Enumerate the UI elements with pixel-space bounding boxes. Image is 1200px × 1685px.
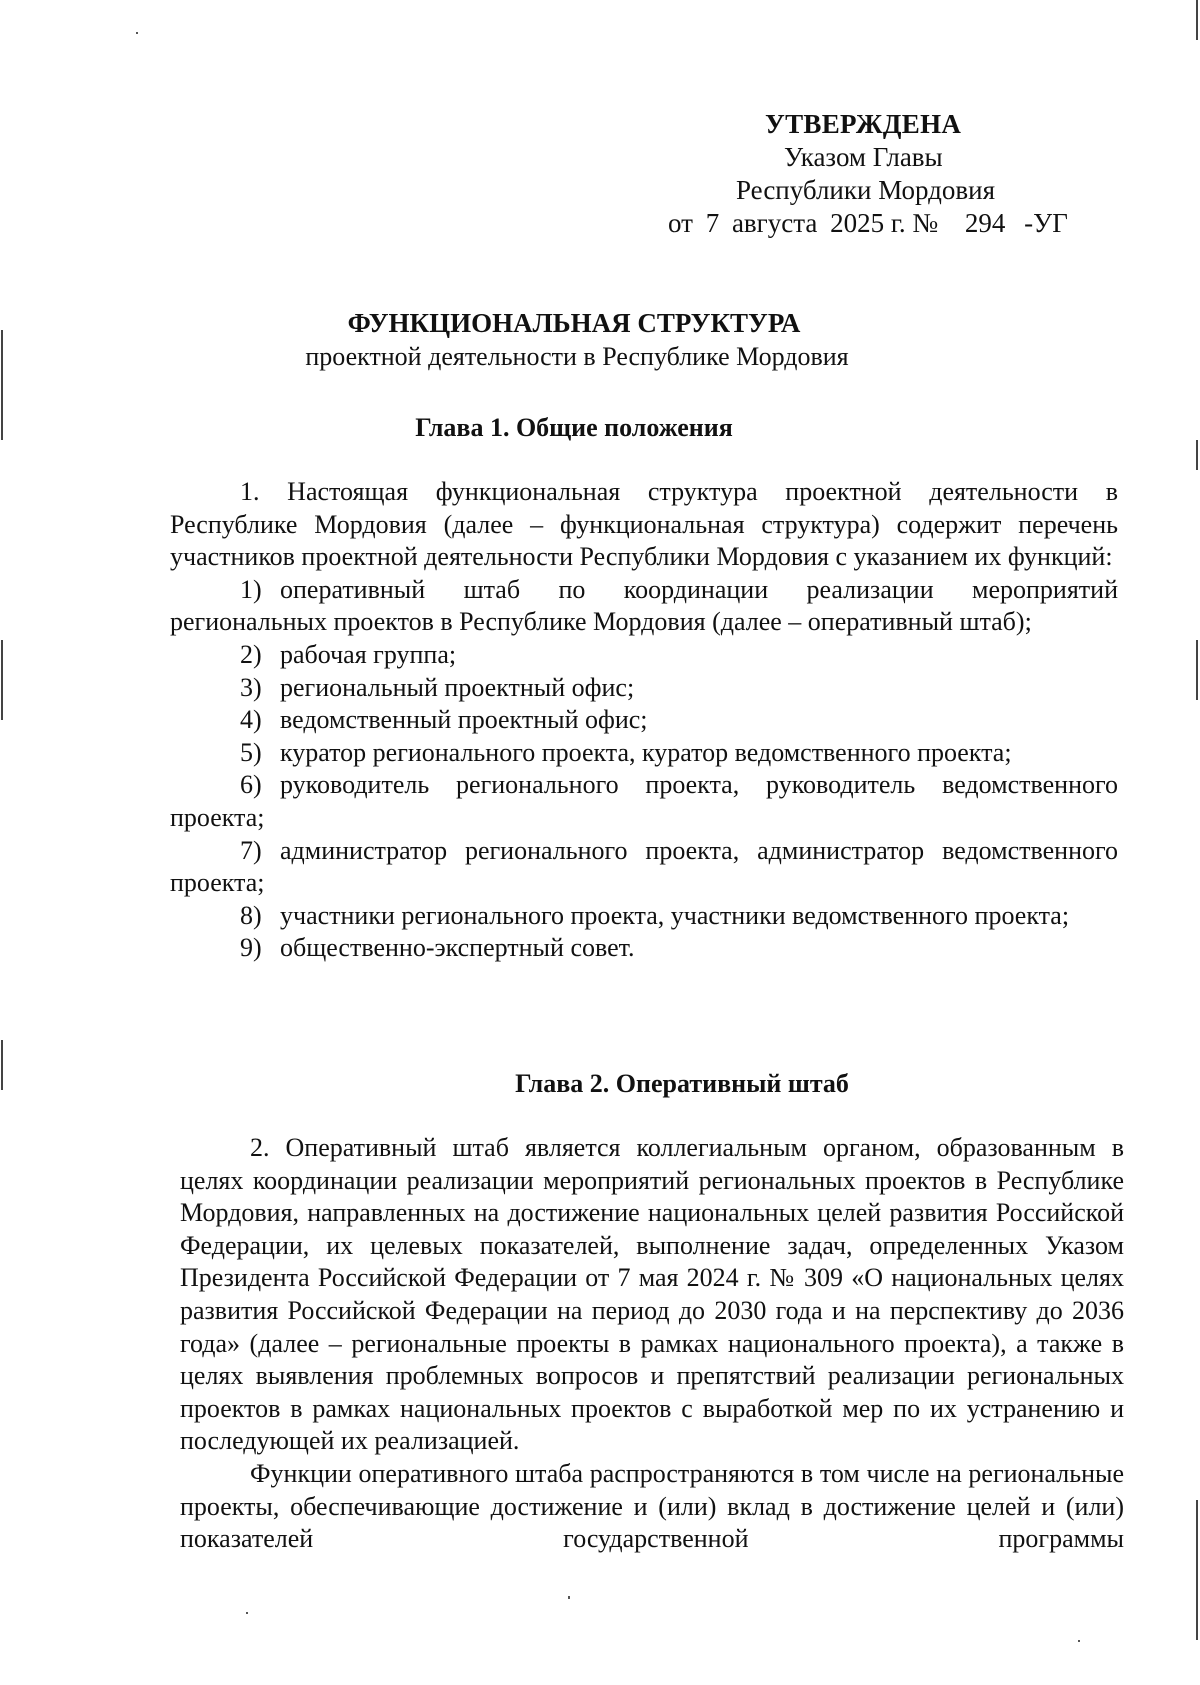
list-item: 8) участники регионального проекта, участники ведомственного проекта; bbox=[240, 900, 1070, 930]
participants-list bbox=[170, 574, 1118, 965]
decree-suffix: -УГ bbox=[1024, 208, 1068, 238]
approval-date-line bbox=[668, 207, 1068, 240]
date-prefix: от bbox=[668, 208, 693, 238]
chapter-1-heading: Глава 1. Общие положения bbox=[415, 413, 733, 442]
decree-year: 2025 г. № bbox=[830, 208, 939, 238]
list-item: 9) общественно-экспертный совет. bbox=[240, 933, 635, 963]
scan-edge-mark bbox=[1196, 0, 1198, 40]
list-item: 4) ведомственный проектный офис; bbox=[240, 705, 648, 735]
scan-edge-mark bbox=[1196, 640, 1198, 700]
list-item: 5) куратор регионального проекта, куратор ведомственного проекта; bbox=[240, 737, 1012, 767]
scan-speck bbox=[246, 1612, 248, 1614]
document-title-sub: проектной деятельности в Республике Мордовия bbox=[305, 342, 849, 371]
scan-speck bbox=[1078, 1640, 1080, 1642]
decree-month: августа bbox=[731, 208, 818, 238]
list-item: 1) оперативный штаб по координации реализации мероприятий региональных проектов в Республике Мордовия (далее – оперативный штаб); bbox=[170, 574, 1118, 637]
chapter-2-body bbox=[180, 1132, 1124, 1556]
document-title bbox=[0, 307, 1200, 373]
list-item: 2) рабочая группа; bbox=[240, 639, 457, 669]
list-item: 3) региональный проектный офис; bbox=[240, 672, 635, 702]
paragraph-2: 2. Оперативный штаб является коллегиальным органом, образованным в целях координации реализации мероприятий региональных проектов в Республике Мордовия, направленных на достижение национальных целей развития Российской Федерации, их целевых показателей, выполнение задач, определенных Указом Президента Российской Федерации от 7 мая 2024 г. № 309 «О национальных целях развития Российской Федерации на период до 2030 года и на перспективу до 2036 года» (далее – региональные проекты в рамках национального проекта), а также в целях выявления проблемных вопросов и препятствий реализации региональных проектов в рамках национальных проектов с выработкой мер по их устранению и последующей их реализацией. bbox=[180, 1133, 1124, 1456]
list-item: 6) руководитель регионального проекта, руководитель ведомственного проекта; bbox=[170, 770, 1118, 832]
decree-day: 7 bbox=[705, 208, 720, 238]
scan-edge-mark bbox=[1196, 1500, 1198, 1640]
scan-edge-mark bbox=[1196, 440, 1198, 470]
scan-edge-mark bbox=[1, 640, 3, 720]
chapter-1-body bbox=[170, 476, 1118, 965]
scan-edge-mark bbox=[1, 1040, 3, 1090]
approval-decree-line: Указом Главы bbox=[784, 142, 943, 172]
list-item: 7) администратор регионального проекта, администратор ведомственного проекта; bbox=[170, 835, 1118, 898]
approval-republic-line: Республики Мордовия bbox=[736, 175, 996, 205]
chapter-2-heading: Глава 2. Оперативный штаб bbox=[515, 1069, 849, 1098]
scan-speck bbox=[568, 1596, 570, 1599]
paragraph-2-continued: Функции оперативного штаба распространяются в том числе на региональные проекты, обеспечивающие достижение и (или) вклад в достижение целей и (или) показателей государственной программы bbox=[180, 1458, 1124, 1554]
document-title-main: ФУНКЦИОНАЛЬНАЯ СТРУКТУРА bbox=[347, 308, 801, 338]
paragraph-1: 1. Настоящая функциональная структура проектной деятельности в Республике Мордовия (далее – функциональная структура) содержит перечень участников проектной деятельности Республики Мордовия с указанием их функций: bbox=[170, 477, 1118, 572]
decree-number: 294 bbox=[964, 208, 1006, 238]
approval-title: УТВЕРЖДЕНА bbox=[765, 109, 962, 139]
scan-speck bbox=[136, 32, 138, 34]
